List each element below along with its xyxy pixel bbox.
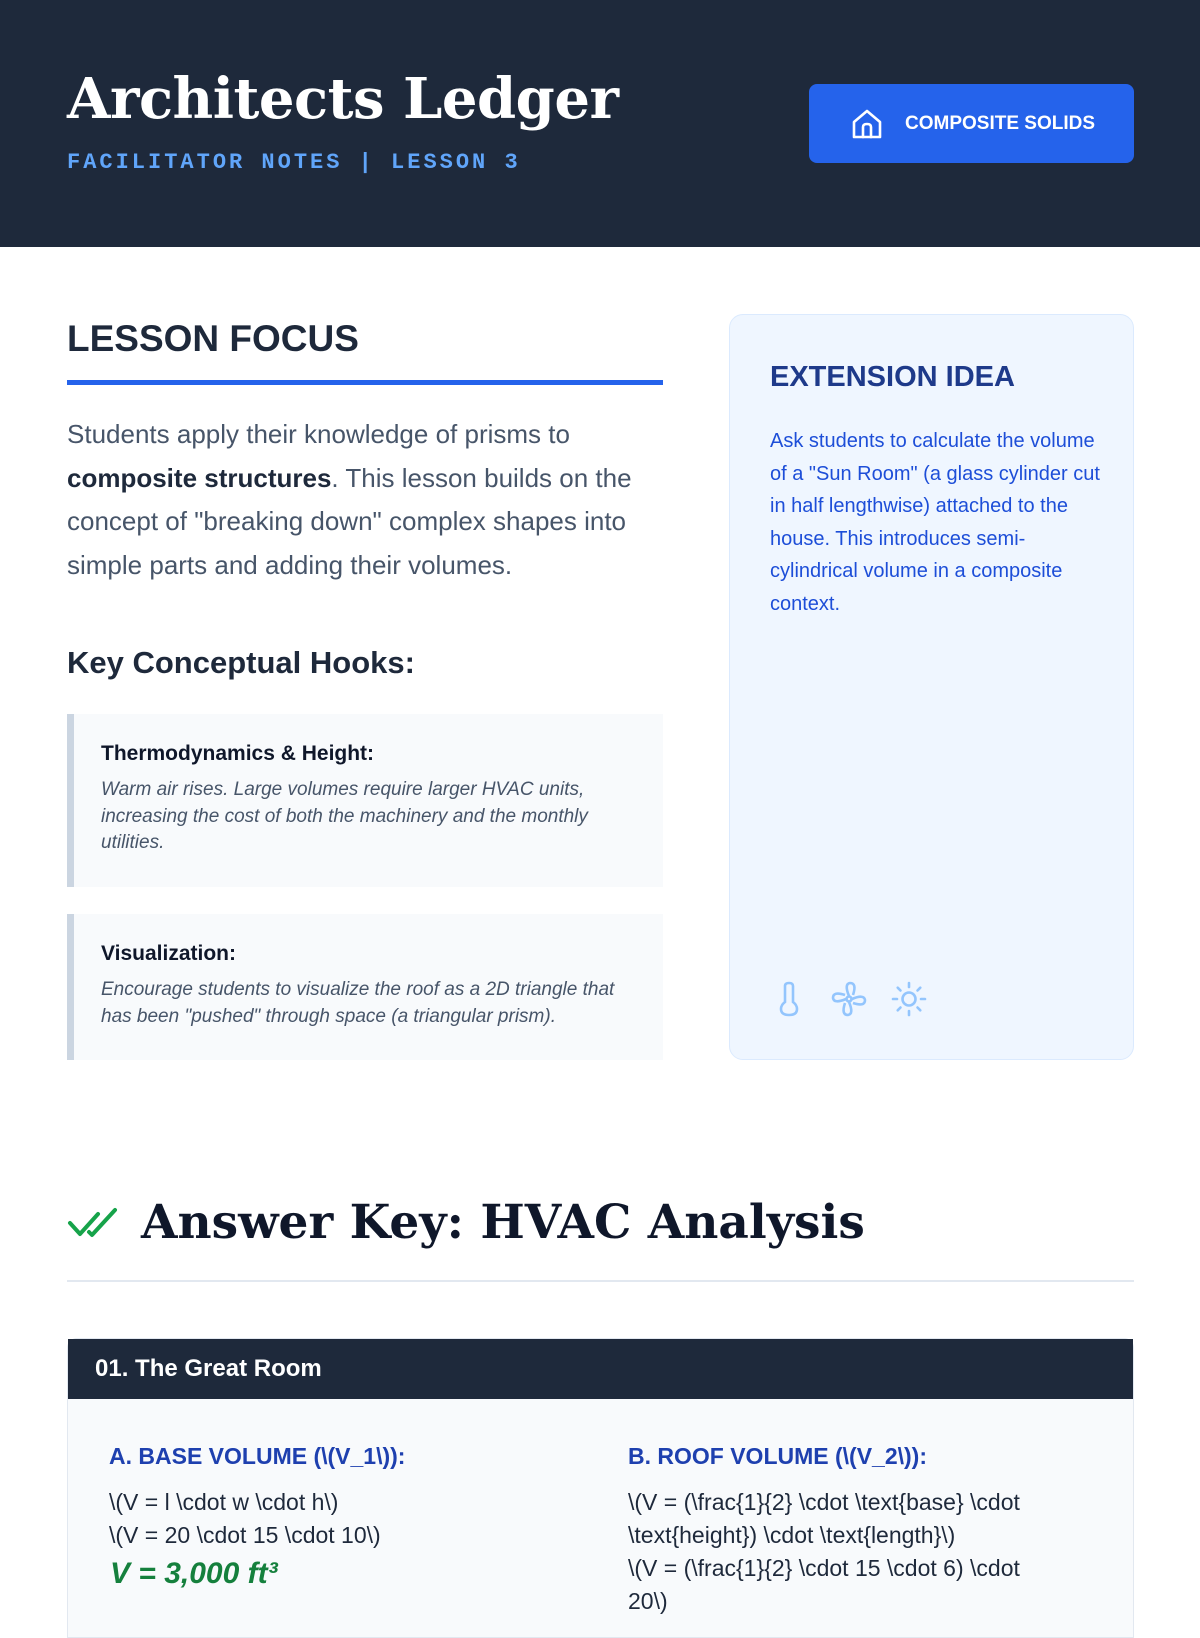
page-header [0,0,1200,247]
formula-line: \(V = l \cdot w \cdot h\) [109,1489,339,1515]
fan-icon [830,980,868,1018]
composite-solids-label: COMPOSITE SOLIDS [905,112,1096,134]
lesson-focus-paragraph [67,413,667,587]
paragraph-start: Students apply their knowledge of prisms to [67,419,570,449]
composite-solids-button[interactable] [809,84,1134,163]
hook-title: Thermodynamics & Height: [101,742,375,765]
hook-card [67,714,663,887]
sun-icon [890,980,928,1018]
hook-title: Visualization: [101,942,236,965]
extension-text: Ask students to calculate the volume of a "Sun Room" (a glass cylinder cut in half lengthwise) attached to the house. This introduces semi-cylindrical volume in a composite context. [770,430,1100,615]
answer-key-title: Answer Key: HVAC Analysis [141,1195,865,1250]
problem-header: 01. The Great Room [68,1339,1133,1399]
formula-line: \(V = (\frac{1}{2} \cdot \text{base} \cdot [628,1489,1020,1515]
paragraph-emphasis: composite structures [67,462,332,493]
base-volume-result: V = 3,000 ft³ [110,1557,278,1590]
formula-line: \text{height}) \cdot \text{length}\) [628,1522,956,1548]
answer-key-divider [67,1280,1134,1282]
formula-line: \(V = 20 \cdot 15 \cdot 10\) [109,1522,381,1548]
formula-line: \(V = (\frac{1}{2} \cdot 15 \cdot 6) \cdot [628,1555,1020,1581]
hook-card [67,914,663,1060]
app-title: Architects Ledger [67,66,619,132]
double-check-icon [67,1204,119,1244]
hooks-title: Key Conceptual Hooks: [67,645,415,680]
base-volume-label: A. BASE VOLUME (\(V_1\)): [109,1443,406,1469]
paragraph-end: . This lesson builds on the concept of "breaking down" complex shapes into simple parts and adding their volumes. [67,462,632,580]
extension-icons [770,980,928,1018]
lesson-subtitle: FACILITATOR NOTES | LESSON 3 [67,150,521,175]
home-icon [849,106,885,142]
thermometer-icon [770,980,808,1018]
formula-line: 20\) [628,1588,668,1614]
hook-text: Warm air rises. Large volumes require larger HVAC units, increasing the cost of both the machinery and the monthly utilities. [101,779,588,853]
lesson-focus-divider [67,380,663,385]
roof-volume-label: B. ROOF VOLUME (\(V_2\)): [628,1443,927,1469]
hook-text: Encourage students to visualize the roof as a 2D triangle that has been "pushed" through space (a triangular prism). [101,979,615,1027]
extension-idea-panel [729,314,1134,1060]
extension-title: EXTENSION IDEA [770,361,1015,393]
problem-card [67,1338,1134,1638]
lesson-focus-title: LESSON FOCUS [67,318,359,359]
